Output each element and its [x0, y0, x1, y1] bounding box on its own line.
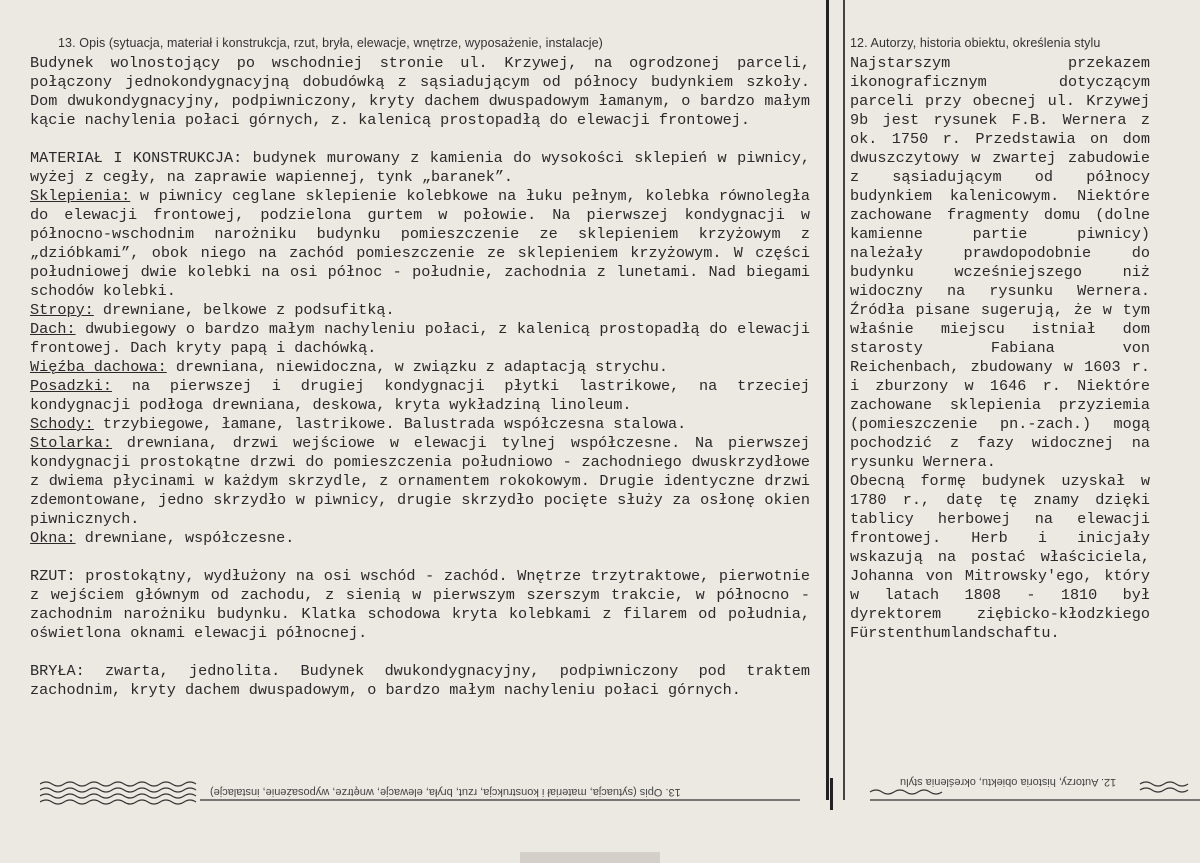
okna-paragraph: [30, 529, 810, 548]
history-paragraph-1: Najstarszym przekazem ikonograficznym dotyczącym parceli przy obecnej ul. Krzywej 9b jest rysunek F.B. Wernera z ok. 1750 r. Przedstawia on dom dwuszczytowy w zwartej zabudowie z sąsiadującym od północy budynkiem kalenicowym. Niektóre zachowane fragmenty domu (dolne kamienne partie piwnicy) należały prawdopodobnie do budynku wcześniejszego niż widoczny na rysunku Wernera. Źródła pisane sugerują, że w tym właśnie miejscu istniał dom starosty Fabiana von Reichenbach, zbudowany w 1603 r. i zburzony w 1646 r. Niektóre zachowane sklepienia przyziemia (pomieszczenie pn.-zach.) mogą pochodzić z fazy widocznej na rysunku Wernera.: [850, 54, 1150, 471]
section-13-header: 13. Opis (sytuacja, materiał i konstrukcja, rzut, bryła, elewacje, wnętrze, wyposażenie, instalacje): [58, 36, 603, 50]
intro-paragraph: Budynek wolnostojący po wschodniej stronie ul. Krzywej, na ogrodzonej parceli, połączony jednokondygnacyjną dobudówką z sąsiadującym od północy budynkiem szkoły. Dom dwukondygnacyjny, podpiwniczony, kryty dachem dwuspadowym łamanym, o bardzo małym kącie nachylenia połaci górnych, z. kalenicą prostopadłą do elewacji frontowej.: [30, 54, 810, 129]
dach-paragraph: [30, 320, 810, 358]
okna-text: drewniane, współczesne.: [75, 529, 295, 547]
sklepienia-text: w piwnicy ceglane sklepienie kolebkowe na łuku pełnym, kolebka równoległa do elewacji frontowej, podzielona gurtem w połowie. Na pierwszej kondygnacji w północno-wschodnim narożniku budynku pomieszczenie ze sklepieniem krzyżowym z „dzióbkami”, obok niego na zachód pomieszczenie ze sklepieniem krzyżowym. W części południowej dwie kolebki na osi północ - południe, zachodnia z lunetami. Nad biegami schodów kolebki.: [30, 187, 810, 300]
sklepienia-label: Sklepienia:: [30, 187, 131, 205]
stolarka-text: drewniana, drzwi wejściowe w elewacji tylnej współczesne. Na pierwszej kondygnacji prostokątne drzwi do pomieszczenia południowo - zachodniego dwuskrzydłowe z dwiema płycinami w każdym skrzydle, z ornamentem rokokowym. Drugie identyczne drzwi zdemontowane, jedno skrzydło w piwnicy, drugie skrzydło pocięte służy za osłonę okien piwnicznych.: [30, 434, 810, 528]
history-column: [850, 36, 1150, 643]
mirrored-header-12: 12. Autorzy, historia obiektu, określenia stylu: [900, 776, 1117, 788]
wiezba-paragraph: [30, 358, 810, 377]
schody-paragraph: [30, 415, 810, 434]
schody-label: Schody:: [30, 415, 94, 433]
mirrored-header-13: 13. Opis (sytuacja, materiał i konstrukcja, rzut, bryła, elewacje, wnętrze, wyposażenie, instalacje): [210, 786, 681, 798]
column-divider-thin: [843, 0, 845, 800]
dach-label: Dach:: [30, 320, 76, 338]
okna-label: Okna:: [30, 529, 76, 547]
history-body: [850, 54, 1150, 643]
stropy-label: Stropy:: [30, 301, 94, 319]
wiezba-label: Więźba dachowa:: [30, 358, 167, 376]
stolarka-label: Stolarka:: [30, 434, 113, 452]
posadzki-label: Posadzki:: [30, 377, 113, 395]
stolarka-paragraph: [30, 434, 810, 529]
dach-text: dwubiegowy o bardzo małym nachyleniu połaci, z kalenicą prostopadłą do elewacji frontowej. Dach kryty papą i dachówką.: [30, 320, 810, 357]
sklepienia-paragraph: [30, 187, 810, 301]
posadzki-paragraph: [30, 377, 810, 415]
column-divider-thick: [826, 0, 829, 800]
rzut-paragraph: RZUT: prostokątny, wydłużony na osi wschód - zachód. Wnętrze trzytraktowe, pierwotnie z wejściem głównym od zachodu, z sienią w pierwszym szerszym trakcie, w północno - zachodnim narożniku budynku. Klatka schodowa kryta kolebkami z filarem od południa, oświetlona oknami elewacji północnej.: [30, 567, 810, 642]
history-paragraph-2: Obecną formę budynek uzyskał w 1780 r., datę tę znamy dzięki tablicy herbowej na elewacji frontowej. Herb i inicjały wskazują na postać właściciela, Johanna von Mitrowsky'ego, który w latach 1808 - 1810 był dyrektorem ziębicko-kłodzkiego Fürstenthumlandschaftu.: [850, 472, 1150, 642]
stropy-text: drewniane, belkowe z podsufitką.: [93, 301, 395, 319]
stropy-paragraph: [30, 301, 810, 320]
description-column: [30, 36, 810, 700]
material-paragraph: MATERIAŁ I KONSTRUKCJA: budynek murowany z kamienia do wysokości sklepień w piwnicy, wyżej z cegły, na zaprawie wapiennej, tynk „baranek”.: [30, 149, 810, 186]
page-tab-mark: [520, 852, 660, 863]
section-12-header: 12. Autorzy, historia obiektu, określenia stylu: [850, 36, 1101, 50]
description-body: [30, 54, 810, 700]
mirrored-footer-strip: [40, 778, 1200, 810]
posadzki-text: na pierwszej i drugiej kondygnacji płytki lastrikowe, na trzeciej kondygnacji podłoga drewniana, deskowa, kryta wykładziną linoleum.: [30, 377, 810, 414]
schody-text: trzybiegowe, łamane, lastrikowe. Balustrada współczesna stalowa.: [93, 415, 687, 433]
wiezba-text: drewniana, niewidoczna, w związku z adaptacją strychu.: [166, 358, 668, 376]
bryla-paragraph: BRYŁA: zwarta, jednolita. Budynek dwukondygnacyjny, podpiwniczony pod traktem zachodnim, kryty dachem dwuspadowym, o bardzo małym nachyleniu połaci górnych.: [30, 662, 810, 699]
